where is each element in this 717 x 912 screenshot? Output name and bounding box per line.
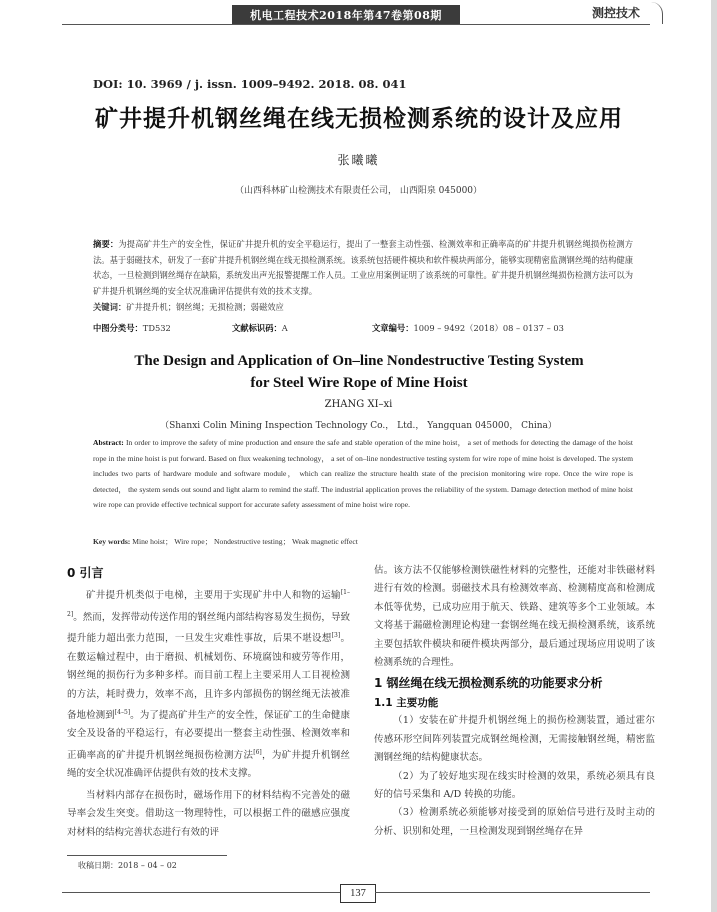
document-code: 文献标识码：A	[232, 323, 288, 333]
function-item-2: （2）为了较好地实现在线实时检测的效果，系统必须具有良好的信号采集和 A/D 转换的功能。	[374, 770, 655, 801]
keywords-cn-text: 矿井提升机；钢丝绳；无损检测；弱磁效应	[126, 302, 284, 312]
section-0-paragraph-2: 当材料内部存在损伤时，磁场作用下的材料结构不完善处的磁导率会发生突变。借助这一物理特性，可以根据工件的磁感应强度对材料的结构完善状态进行有效的评	[67, 789, 350, 838]
section-0-paragraph-1: 矿井提升机类似于电梯，主要用于实现矿井中人和物的运输[1–2]。然而，发挥带动传送作用的钢丝绳内部结构容易发生损伤，导致提升能力超出张力范围，一旦发生灾难性事故，后果不堪设想[3]。在數运輸过程中，由于磨损、机械划伤、环境腐蚀和疲劳等作用，钢丝绳的损伤行为多种多样。而目前工程上主要采用人工目视检测的方法，耗时费力，效率不高，且许多内部损伤的钢丝绳无法被准备地检测到[4–5]。为了提高矿井生产的安全性，保证矿工的生命健康安全及设备的平稳运行，有必要提出一整套主动性强、检测效率和正确率高的矿井提升机钢丝绳损伤检测方法[6]，为矿井提升机钢丝绳的安全状况准确评估提供有效的技术支撑。	[67, 589, 350, 780]
citation: [3]	[331, 632, 341, 640]
page-edge	[711, 0, 717, 912]
footer-rule-right	[375, 892, 650, 893]
keywords-english	[93, 536, 358, 547]
abstract-en-text: In order to improve the safety of mine production and ensure the safe and stable operation of the mine hoist， a set of methods for detecting the damage of the hoist rope in the mine hoist is put forward. Based on flux weakening technology， a set of on–line nondestructive testing system for wire rope of mine hoist is developed. The system includes two parts of hardware module and software module， which can realize the structure health state of the precision monitoring wire rope. Once the wire rope is detected， the system sends out sound and light alarm to remind the staff. The industrial application proves the reliability of the system. Damage detection method of mine hoist wire rope can provide effective technical support for accurate safety assessment of mine hoist wire rope.	[93, 438, 633, 510]
section-0-heading: 0 引言	[67, 566, 104, 580]
abstract-en-label: Abstract:	[93, 438, 124, 447]
article-number: 文章编号：1009 – 9492（2018）08 – 0137 – 03	[372, 323, 564, 333]
section-label: 测控技术	[592, 6, 641, 20]
keywords-cn-label: 关键词：	[93, 302, 127, 312]
doi: DOI: 10. 3969 / j. issn. 1009–9492. 2018. 08. 041	[93, 77, 407, 91]
body-left-column	[67, 562, 350, 842]
citation: [6]	[253, 748, 262, 756]
footnote-rule	[67, 855, 227, 856]
section-1-1-heading: 1.1 主要功能	[374, 697, 439, 710]
keywords-chinese	[93, 301, 284, 313]
function-item-3: （3）检测系统必须能够对接受到的原始信号进行及时主动的分析、识别和处理，一旦检测发现到钢丝绳存在异	[374, 807, 655, 837]
abstract-chinese	[93, 237, 633, 299]
section-1-heading: 1 钢丝绳在线无损检测系统的功能要求分析	[374, 676, 603, 691]
title-english	[62, 350, 656, 394]
affiliation-english: （Shanxi Colin Mining Inspection Technology Co.， Ltd.， Yangquan 045000， China）	[160, 421, 557, 431]
footer-rule-left	[62, 892, 340, 893]
header-rule	[62, 24, 650, 25]
keywords-en-label: Key words:	[93, 537, 131, 546]
title-chinese: 矿井提升机钢丝绳在线无损检测系统的设计及应用	[95, 106, 623, 132]
body-right-column	[374, 562, 655, 841]
received-date-footnote: 收稿日期：2018 – 04 – 02	[78, 861, 177, 870]
abstract-cn-label: 摘要：	[93, 239, 119, 249]
journal-header: 机电工程技术2018年第47卷第08期	[232, 5, 460, 24]
section-tab-curve	[648, 2, 663, 24]
title-en-line2: for Steel Wire Rope of Mine Hoist	[250, 375, 468, 391]
title-en-line1: The Design and Application of On–line Nondestructive Testing System	[134, 353, 584, 369]
author-english: ZHANG XI–xi	[324, 399, 393, 410]
author-chinese: 张曦曦	[337, 153, 380, 167]
citation: [1–2]	[67, 589, 350, 618]
keywords-en-text: Mine hoist； Wire rope； Nondestructive testing； Weak magnetic effect	[132, 537, 358, 546]
citation: [4–5]	[114, 708, 131, 716]
abstract-english	[93, 435, 633, 513]
clc-number: 中图分类号：TD532	[93, 323, 171, 333]
affiliation-chinese: （山西科林矿山检测技术有限责任公司， 山西阳泉 045000）	[234, 186, 483, 196]
right-paragraph-continued: 估。该方法不仅能够检测铁磁性材料的完整性，还能对非铁磁材料进行有效的检测。弱磁技术具有检测效率高、检测精度高和检测成本低等优势，已成功应用于航天、铁路、建筑等多个工业领域。本文将基于漏磁检测理论构建一套钢丝绳在线无损检测系统，该系统主要包括软件模块和硬件模块两部分，最后通过现场应用说明了该检测系统的合理性。	[374, 565, 655, 669]
function-item-1: （1）安装在矿井提升机钢丝绳上的损伤检测装置，通过霍尔传感环形空间阵列装置完成钢丝绳检测，无需接触钢丝绳，精密监测钢丝绳的结构健康状态。	[374, 715, 655, 764]
abstract-cn-text: 为提高矿井生产的安全性，保证矿井提升机的安全平稳运行，提出了一整套主动性强、检测效率和正确率高的矿井提升机钢丝绳损伤检测方法。基于弱磁技术，研发了一套矿井提升机钢丝绳在线无损检测系统。该系统包括硬件模块和软件模块两部分，能够实现精密监测钢丝绳的结构健康状态，一旦检测到钢丝绳存在缺陷，系统发出声光报警提醒工作人员。工业应用案例证明了该系统的可靠性。矿井提升机钢丝绳损伤检测方法可以为矿井提升机钢丝绳的安全状况准确评估提供有效的技术支撑。	[93, 239, 633, 296]
page-number: 137	[340, 884, 376, 903]
